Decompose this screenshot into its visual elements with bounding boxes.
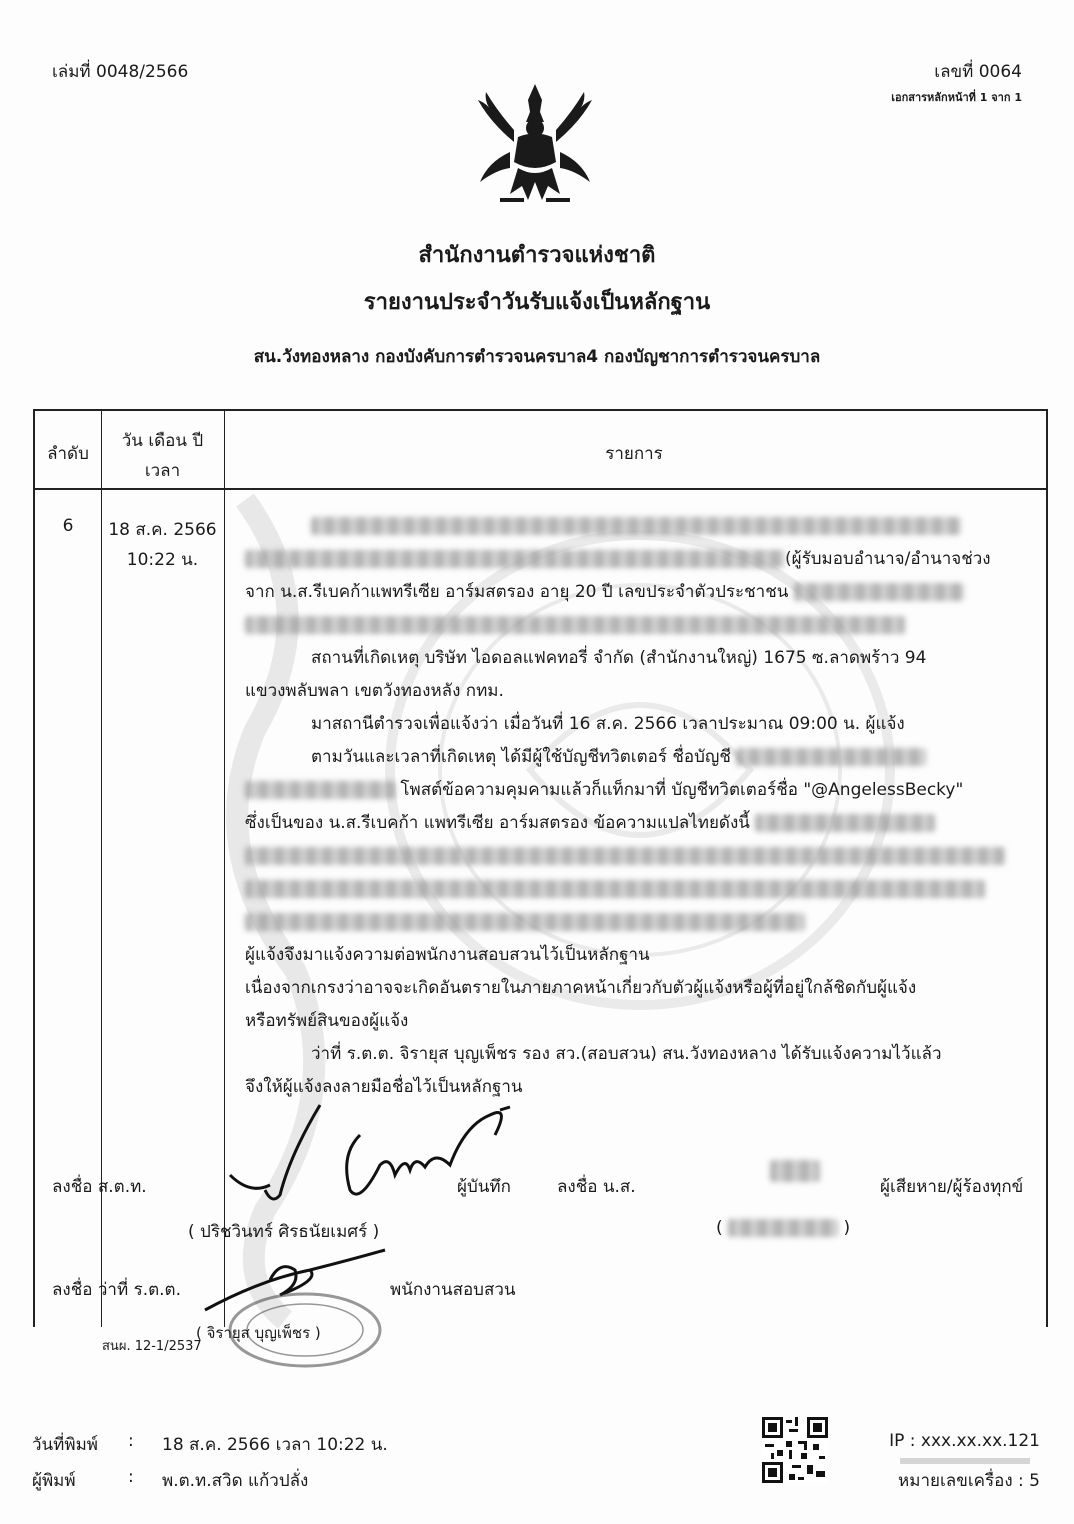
print-date-colon: : [128, 1431, 134, 1451]
body-line [245, 774, 1035, 807]
report-title: รายงานประจำวันรับแจ้งเป็นหลักฐาน [363, 290, 711, 315]
complainant-name [716, 1218, 850, 1238]
qr-code-icon [762, 1417, 828, 1483]
body-line: จึงให้ผู้แจ้งลงลายมือชื่อไว้เป็นหลักฐาน [245, 1077, 523, 1097]
body-line: ว่าที่ ร.ต.ต. จิรายุส บุญเพ็ชร รอง สว.(สอบสวน) สน.วังทองหลาง ได้รับแจ้งความไว้แล้ว [311, 1044, 942, 1064]
body-text: จาก น.ส.รีเบคก้าแพทรีเซีย อาร์มสตรอง อายุ 20 ปี เลขประจำตัวประชาชน [245, 582, 789, 602]
print-date-value: 18 ส.ค. 2566 เวลา 10:22 น. [162, 1435, 388, 1455]
body-line: มาสถานีตำรวจเพื่อแจ้งว่า เมื่อวันที่ 16 ส.ค. 2566 เวลาประมาณ 09:00 น. ผู้แจ้ง [311, 714, 905, 734]
column-header-time: เวลา [144, 461, 181, 481]
redacted-line [245, 873, 1035, 906]
body-text: ซึ่งเป็นของ น.ส.รีเบคก้า แพทรีเซีย อาร์มสตรอง ข้อความแปลไทยดังนี้ [245, 813, 750, 833]
complainant-role: ผู้เสียหาย/ผู้ร้องทุกข์ [880, 1177, 1024, 1197]
column-header-no: ลำดับ [47, 444, 89, 464]
machine-number: หมายเลขเครื่อง : 5 [898, 1471, 1040, 1491]
body-line: ผู้แจ้งจึงมาแจ้งความต่อพนักงานสอบสวนไว้เป็นหลักฐาน [245, 945, 650, 965]
recorder-name: ( ปริชวินทร์ ศิรธนัยเมศร์ ) [188, 1222, 380, 1242]
printer-value: พ.ต.ท.สวิด แก้วปลั่ง [162, 1471, 309, 1491]
page-info: เอกสารหลักหน้าที่ 1 จาก 1 [891, 91, 1022, 104]
body-text: โพสต์ข้อความคุมคามแล้วก็แท็กมาที่ บัญชีทวิตเตอร์ชื่อ "@AngelessBecky" [400, 780, 964, 800]
print-date-label: วันที่พิมพ์ [32, 1435, 98, 1455]
body-line: เนื่องจากเกรงว่าอาจจะเกิดอันตรายในภายภาคหน้าเกี่ยวกับตัวผู้แจ้งหรือผู้ที่อยู่ใกล้ชิดกับผู้แจ้ง [245, 978, 917, 998]
entry-number: 6 [62, 516, 74, 536]
column-header-items: รายการ [605, 444, 663, 464]
signature-label-investigator: ลงชื่อ ว่าที่ ร.ต.ต. [52, 1280, 181, 1300]
printer-label: ผู้พิมพ์ [32, 1471, 76, 1491]
signature-label-complainant: ลงชื่อ น.ส. [557, 1177, 636, 1197]
printer-colon: : [128, 1467, 134, 1487]
entry-date: 18 ส.ค. 2566 [108, 520, 217, 540]
entry-time: 10:22 น. [126, 550, 199, 570]
column-header-date: วัน เดือน ปี [121, 431, 204, 451]
redacted-line [245, 510, 1035, 543]
signature-label-recorder: ลงชื่อ ส.ต.ท. [52, 1177, 147, 1197]
header-divider [35, 488, 1046, 490]
garuda-emblem-icon [470, 82, 600, 207]
redacted-line [245, 906, 1035, 939]
station-title: สน.วังทองหลาง กองบังคับการตำรวจนครบาล4 กองบัญชาการตำรวจนครบาล [253, 347, 821, 367]
investigator-name: ( จิรายุส บุญเพ็ชร ) [196, 1324, 321, 1342]
body-text: ตามวันและเวลาที่เกิดเหตุ ได้มีผู้ใช้บัญชีทวิตเตอร์ ชื่อบัญชี [311, 747, 731, 767]
body-line: แขวงพลับพลา เขตวังทองหลัง กทม. [245, 681, 504, 701]
redacted-line [245, 840, 1035, 873]
report-body [245, 510, 1035, 1104]
tiny-hash-text [900, 1458, 1030, 1464]
recorder-role: ผู้บันทึก [457, 1177, 511, 1197]
body-line [245, 543, 1035, 576]
document-number: เลขที่ 0064 [934, 62, 1022, 82]
body-line: หรือทรัพย์สินของผู้แจ้ง [245, 1011, 409, 1031]
redacted-line [245, 609, 1035, 642]
paren-close: ) [843, 1218, 851, 1238]
paren-open: ( [716, 1218, 723, 1238]
body-text: (ผู้รับมอบอำนาจ/อำนาจช่วง [785, 549, 991, 569]
investigator-role: พนักงานสอบสวน [390, 1280, 516, 1300]
body-line [245, 807, 1035, 840]
redacted-signature [770, 1160, 820, 1182]
form-code: สนผ. 12-1/2537 [102, 1339, 202, 1354]
body-line [245, 576, 1035, 609]
body-line [245, 741, 1035, 774]
body-line: สถานที่เกิดเหตุ บริษัท ไอดอลแฟคทอรี่ จำกัด (สำนักงานใหญ่) 1675 ซ.ลาดพร้าว 94 [311, 648, 927, 668]
book-number: เล่มที่ 0048/2566 [52, 62, 189, 82]
agency-title: สำนักงานตำรวจแห่งชาติ [418, 243, 656, 268]
ip-address: IP : xxx.xx.xx.121 [889, 1431, 1040, 1451]
